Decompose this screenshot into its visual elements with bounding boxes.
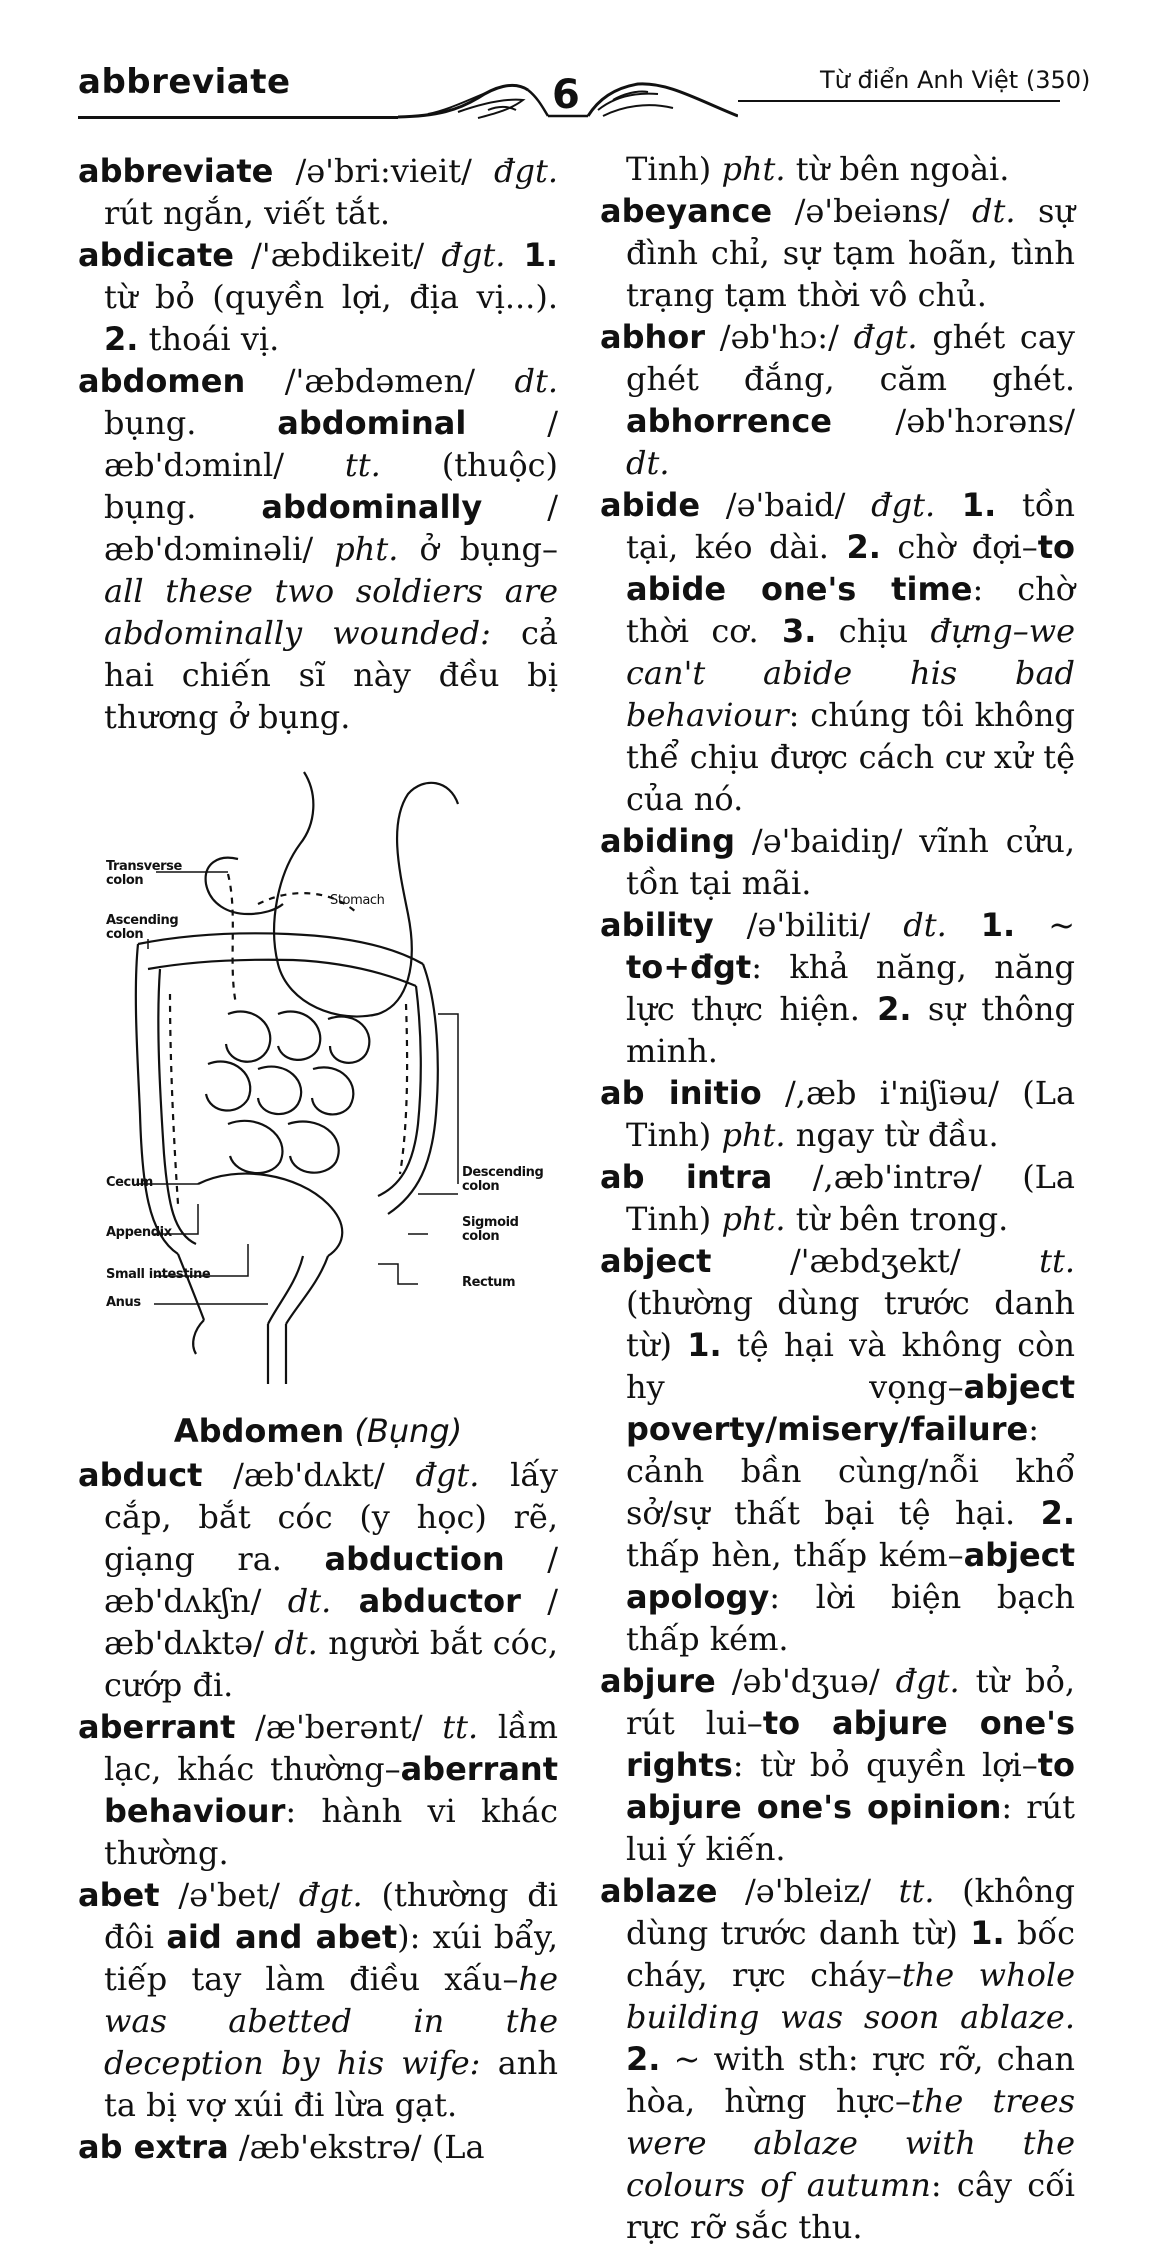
figure-caption: Abdomen (Bụng) [173,1412,463,1450]
dictionary-entry: abiding /ə'baidiŋ/ vĩnh cửu, tồn tại mãi. [600,822,1076,902]
entry-term: abide [600,486,701,524]
dictionary-entry: abbreviate /ə'bri:vieit/ đgt. rút ngắn, viết tắt. [78,152,558,232]
dictionary-entry: ablaze /ə'bleiz/ tt. (không dùng trước danh từ) 1. bốc cháy, rực cháy–the whole building was soon ablaze. 2. ~ with sth: rực rỡ, chan hòa, hừng hực–the trees were ablaze with the colours of autumn: cây cối rực rỡ sắc thu. [600,1872,1076,2246]
entry-term: abeyance [600,192,773,230]
page-number: 6 [552,72,580,118]
dictionary-entry: abject /'æbdʒekt/ tt. (thường dùng trước danh từ) 1. tệ hại và không còn hy vọng–abject poverty/misery/failure: cảnh bần cùng/nỗi khổ sở/sự thất bại tệ hại. 2. thấp hèn, thấp kém–abject apology: lời biện bạch thấp kém. [600,1242,1076,1658]
label-anus: Anus [106,1295,141,1310]
header-rule-right [738,100,1060,102]
entry-term: abject [600,1242,712,1280]
entry-term: abhor [600,318,706,356]
label-appendix: Appendix [106,1225,172,1240]
label-ascending-colon: Ascending colon [106,913,179,942]
label-cecum: Cecum [106,1175,153,1190]
dictionary-entry: ability /ə'biliti/ dt. 1. ~ to+đgt: khả năng, năng lực thực hiện. 2. sự thông minh. [600,906,1076,1070]
dictionary-entry: abide /ə'baid/ đgt. 1. tồn tại, kéo dài. 2. chờ đợi–to abide one's time: chờ thời cơ. 3. chịu đựng–we can't abide his bad behaviour: chúng tôi không thể chịu được cách cư xử tệ của nó. [600,486,1076,818]
page-header [0,0,1160,150]
running-headword: abbreviate [78,62,291,102]
dictionary-entry: abdomen /'æbdəmen/ dt. bụng. abdominal /æb'dɔminl/ tt. (thuộc) bụng. abdominally /æb'dɔminəli/ pht. ở bụng–all these two soldiers are abdominally wounded: cả hai chiến sĩ này đều bị thương ở bụng. [78,362,559,736]
dictionary-entry: ab extra /æb'ekstrə/ (La [78,2128,485,2166]
label-sigmoid-colon: Sigmoid colon [462,1215,519,1244]
label-stomach: Stomach [330,893,385,908]
entry-term: ab extra [78,2128,229,2166]
entry-term: aberrant [78,1708,236,1746]
left-column [78,150,558,2168]
dictionary-entry: aberrant /æ'berənt/ tt. lầm lạc, khác thường–aberrant behaviour: hành vi khác thường. [78,1708,558,1872]
entry-term: ablaze [600,1872,718,1910]
entry-term: abiding [600,822,736,860]
dictionary-entry: abeyance /ə'beiəns/ dt. sự đình chỉ, sự tạm hoãn, tình trạng tạm thời vô chủ. [600,192,1076,314]
entry-term: ab intra [600,1158,773,1196]
entry-term: abbreviate [78,152,274,190]
entry-term: abdomen [78,362,246,400]
dictionary-entry: ab intra /,æb'intrə/ (La Tinh) pht. từ bên trong. [600,1158,1075,1238]
dictionary-entry: abduct /æb'dʌkt/ đgt. lấy cắp, bắt cóc (y học) rẽ, giạng ra. abduction /æb'dʌkʃn/ dt. abductor /æb'dʌktə/ dt. người bắt cóc, cướp đi. [78,1456,559,1704]
header-rule-left [78,116,398,119]
dictionary-entry: abdicate /'æbdikeit/ đgt. 1. từ bỏ (quyền lợi, địa vị...). 2. thoái vị. [78,236,558,358]
entry-term: abet [78,1876,160,1914]
dictionary-entry: ab initio /,æb i'niʃiəu/ (La Tinh) pht. ngay từ đầu. [600,1074,1076,1154]
book-title: Từ điển Anh Việt (350) [820,66,1091,94]
dictionary-entry: abjure /əb'dʒuə/ đgt. từ bỏ, rút lui–to abjure one's rights: từ bỏ quyền lợi–to abjure one's opinion: rút lui ý kiến. [600,1662,1076,1868]
label-transverse-colon: Transverse colon [106,859,182,888]
entry-term: abjure [600,1662,716,1700]
entry-term: abdicate [78,236,234,274]
entry-term: ability [600,906,714,944]
label-descending-colon: Descending colon [462,1165,544,1194]
label-small-intestine: Small intestine [106,1267,211,1282]
entry-continuation: Tinh) pht. từ bên ngoài. [626,150,1010,188]
right-column [600,148,1075,2248]
label-rectum: Rectum [462,1275,516,1290]
entry-term: ab initio [600,1074,762,1112]
abdomen-illustration [78,764,558,1404]
entry-term: abduct [78,1456,203,1494]
dictionary-entry: abhor /əb'hɔ:/ đgt. ghét cay ghét đắng, căm ghét. abhorrence /əb'hɔrəns/ dt. [600,318,1076,482]
dictionary-entry: abet /ə'bet/ đgt. (thường đi đôi aid and abet): xúi bẩy, tiếp tay làm điều xấu–he was abetted in the deception by his wife: anh ta bị vợ xúi đi lừa gạt. [78,1876,559,2124]
